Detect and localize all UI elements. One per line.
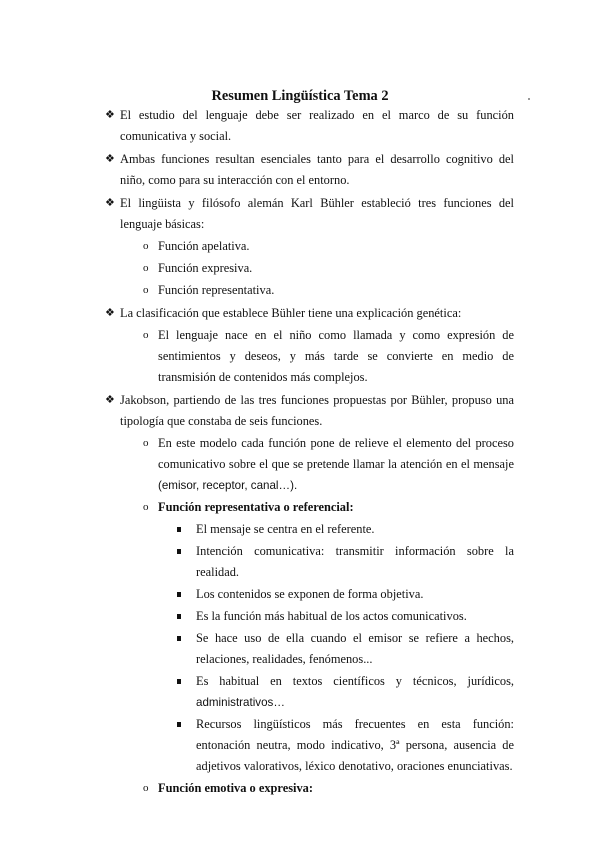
sub-list-item (143, 778, 514, 799)
square-list-item (196, 584, 514, 605)
circle-bullet-icon: o (143, 329, 149, 341)
list-item (105, 149, 514, 191)
sub-list-item (143, 236, 514, 257)
square-list-item-text: Intención comunicativa: transmitir información sobre la realidad. (196, 544, 514, 579)
sub-list-item (143, 325, 514, 388)
list-item-text: La clasificación que establece Bühler tiene una explicación genética: (120, 306, 462, 320)
diamond-bullet-icon: ❖ (105, 394, 115, 406)
square-list-item (196, 671, 514, 713)
square-bullet-icon (177, 636, 181, 641)
square-list-item (196, 606, 514, 627)
sub-list-item-text: Función representativa. (158, 283, 275, 297)
diamond-bullet-icon: ❖ (105, 197, 115, 209)
document-body (0, 105, 600, 799)
square-list-item (196, 519, 514, 540)
square-list-item-text-tail: administrativos… (196, 696, 285, 709)
list-item-text: Jakobson, partiendo de las tres funciones propuestas por Bühler, propuso una tipología que constaba de seis funciones. (120, 393, 514, 428)
square-bullet-icon (177, 527, 181, 532)
section-heading: Función representativa o referencial: (158, 500, 354, 514)
list-item (105, 303, 514, 324)
list-item (105, 193, 514, 235)
section-heading: Función emotiva o expresiva: (158, 781, 313, 795)
diamond-bullet-icon: ❖ (105, 153, 115, 165)
stray-mark (528, 98, 530, 100)
circle-bullet-icon: o (143, 262, 149, 274)
square-list-item-text: El mensaje se centra en el referente. (196, 522, 375, 536)
square-bullet-icon (177, 549, 181, 554)
square-list-item (196, 628, 514, 670)
list-item-text: Ambas funciones resultan esenciales tanto para el desarrollo cognitivo del niño, como para su interacción con el entorno. (120, 152, 514, 187)
square-list-item (196, 541, 514, 583)
circle-bullet-icon: o (143, 501, 149, 513)
circle-bullet-icon: o (143, 782, 149, 794)
diamond-bullet-icon: ❖ (105, 307, 115, 319)
sub-list-item (143, 280, 514, 301)
square-list-item-text: Se hace uso de ella cuando el emisor se refiere a hechos, relaciones, realidades, fenómenos... (196, 631, 514, 666)
sub-list-item-text: El lenguaje nace en el niño como llamada y como expresión de sentimientos y deseos, y más tarde se convierte en medio de transmisión de contenidos más complejos. (158, 328, 514, 384)
square-list-item-text: Recursos lingüísticos más frecuentes en esta función: entonación neutra, modo indicativo, 3ª persona, ausencia de adjetivos valorativos, léxico denotativo, oraciones enunciativas. (196, 717, 514, 773)
square-list-item-text: Es habitual en textos científicos y técnicos, jurídicos, (196, 674, 514, 688)
square-bullet-icon (177, 592, 181, 597)
list-item-text: El lingüista y filósofo alemán Karl Bühler estableció tres funciones del lenguaje básicas: (120, 196, 514, 231)
sub-list-item-text-tail: (emisor, receptor, canal…). (158, 479, 298, 492)
circle-bullet-icon: o (143, 240, 149, 252)
list-item (105, 390, 514, 432)
square-list-item (196, 714, 514, 777)
square-list-item-text: Los contenidos se exponen de forma objetiva. (196, 587, 424, 601)
sub-list-item-text: En este modelo cada función pone de relieve el elemento del proceso comunicativo sobre el que se pretende llamar la atención en el mensaje (158, 436, 514, 471)
sub-list-item (143, 433, 514, 496)
list-item-text: El estudio del lenguaje debe ser realizado en el marco de su función comunicativa y social. (120, 108, 514, 143)
page-title: Resumen Lingüística Tema 2 (211, 88, 389, 104)
sub-list-item (143, 258, 514, 279)
square-bullet-icon (177, 679, 181, 684)
square-bullet-icon (177, 614, 181, 619)
circle-bullet-icon: o (143, 284, 149, 296)
square-list-item-text: Es la función más habitual de los actos comunicativos. (196, 609, 467, 623)
circle-bullet-icon: o (143, 437, 149, 449)
square-bullet-icon (177, 722, 181, 727)
list-item (105, 105, 514, 147)
sub-list-item (143, 497, 514, 518)
sub-list-item-text: Función apelativa. (158, 239, 250, 253)
diamond-bullet-icon: ❖ (105, 109, 115, 121)
sub-list-item-text: Función expresiva. (158, 261, 253, 275)
